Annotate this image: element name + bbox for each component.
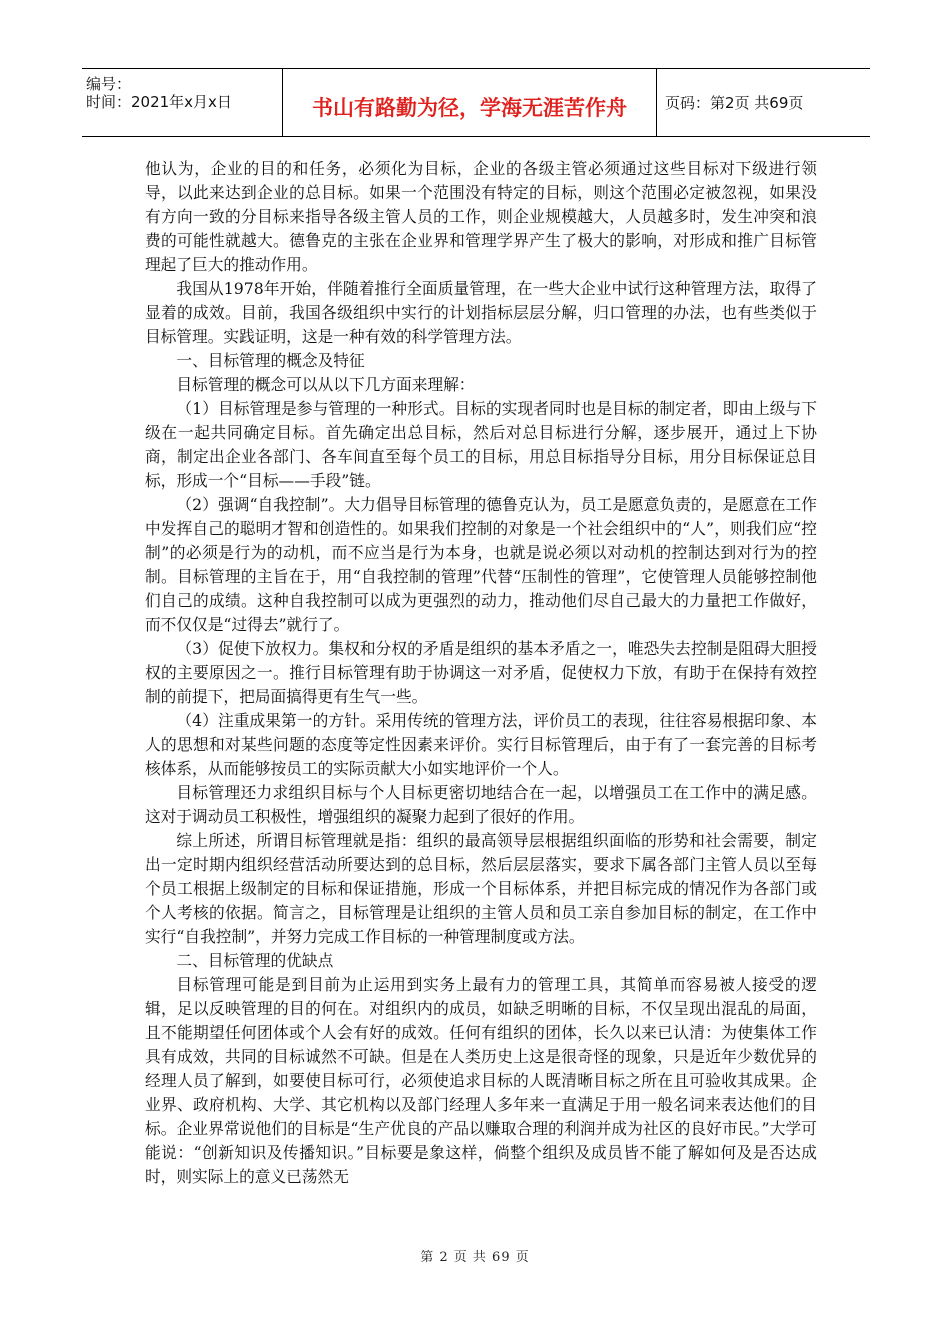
header-meta-cell [82,69,283,136]
paragraph: 他认为，企业的目的和任务，必须化为目标，企业的各级主管必须通过这些目标对下级进行领导，以此来达到企业的总目标。如果一个范围没有特定的目标，则这个范围必定被忽视，如果没有方向一致的分目标来指导各级主管人员的工作，则企业规模越大，人员越多时，发生冲突和浪费的可能性就越大。德鲁克的主张在企业界和管理学界产生了极大的影响，对形成和推广目标管理起了巨大的推动作用。 [145,159,817,274]
header-page-info: 页码：第2页 共69页 [665,94,804,112]
paragraph: 目标管理还力求组织目标与个人目标更密切地结合在一起，以增强员工在工作中的满足感。这对于调动员工积极性，增强组织的凝聚力起到了很好的作用。 [145,783,817,826]
date-line: 时间：2021年x月x日 [86,93,232,111]
paragraph: 综上所述，所谓目标管理就是指：组织的最高领导层根据组织面临的形势和社会需要，制定出一定时期内组织经营活动所要达到的总目标，然后层层落实，要求下属各部门主管人员以至每个员工根据上级制定的目标和保证措施，形成一个目标体系，并把目标完成的情况作为各部门或个人考核的依据。简言之，目标管理是让组织的主管人员和员工亲自参加目标的制定，在工作中实行“自我控制”，并努力完成工作目标的一种管理制度或方法。 [145,831,817,946]
section-heading: 二、目标管理的优缺点 [176,951,334,970]
paragraph: 我国从1978年开始，伴随着推行全面质量管理，在一些大企业中试行这种管理方法，取得了显着的成效。目前，我国各级组织中实行的计划指标层层分解，归口管理的办法，也有些类似于目标管理。实践证明，这是一种有效的科学管理方法。 [145,279,817,346]
header-motto-cell [283,69,657,136]
motto-text: 书山有路勤为径，学海无涯苦作舟 [312,96,627,120]
paragraph: 目标管理的概念可以从以下几方面来理解： [176,375,475,394]
paragraph: 目标管理可能是到目前为止运用到实务上最有力的管理工具，其简单而容易被人接受的逻辑，足以反映管理的目的何在。对组织内的成员，如缺乏明晰的目标，不仅呈现出混乱的局面，且不能期望任何团体或个人会有好的成效。任何有组织的团体，长久以来已认清：为使集体工作具有成效，共同的目标诚然不可缺。但是在人类历史上这是很奇怪的现象，只是近年少数优异的经理人员了解到，如要使目标可行，必须使追求目标的人既清晰目标之所在且可验收其成果。企业界、政府机构、大学、其它机构以及部门经理人多年来一直满足于用一般名词来表达他们的目标。企业界常说他们的目标是“生产优良的产品以赚取合理的利润并成为社区的良好市民。”大学可能说：“创新知识及传播知识。”目标要是象这样，倘整个组织及成员皆不能了解如何及是否达成时，则实际上的意义已荡然无 [145,975,817,1186]
list-item: （3）促使下放权力。集权和分权的矛盾是组织的基本矛盾之一，唯恐失去控制是阻碍大胆授权的主要原因之一。推行目标管理有助于协调这一对矛盾，促使权力下放，有助于在保持有效控制的前提下，把局面搞得更有生气一些。 [145,639,817,706]
document-body [145,157,817,1189]
header-page-cell [657,69,870,136]
list-item: （1）目标管理是参与管理的一种形式。目标的实现者同时也是目标的制定者，即由上级与下级在一起共同确定目标。首先确定出总目标，然后对总目标进行分解，逐步展开，通过上下协商，制定出企业各部门、各车间直至每个员工的目标，用总目标指导分目标，用分目标保证总目标，形成一个“目标——手段”链。 [145,399,817,490]
page-footer: 第 2 页 共 69 页 [420,1250,530,1265]
page-header [82,68,870,137]
list-item: （2）强调“自我控制”。大力倡导目标管理的德鲁克认为，员工是愿意负责的，是愿意在工作中发挥自己的聪明才智和创造性的。如果我们控制的对象是一个社会组织中的“人”，则我们应“控制”的必须是行为的动机，而不应当是行为本身，也就是说必须以对动机的控制达到对行为的控制。目标管理的主旨在于，用“自我控制的管理”代替“压制性的管理”，它使管理人员能够控制他们自己的成绩。这种自我控制可以成为更强烈的动力，推动他们尽自己最大的力量把工作做好，而不仅仅是“过得去”就行了。 [145,495,817,634]
list-item: （4）注重成果第一的方针。采用传统的管理方法，评价员工的表现，往往容易根据印象、本人的思想和对某些问题的态度等定性因素来评价。实行目标管理后，由于有了一套完善的目标考核体系，从而能够按员工的实际贡献大小如实地评价一个人。 [145,711,817,778]
serial-label: 编号： [86,75,132,93]
section-heading: 一、目标管理的概念及特征 [176,351,365,370]
